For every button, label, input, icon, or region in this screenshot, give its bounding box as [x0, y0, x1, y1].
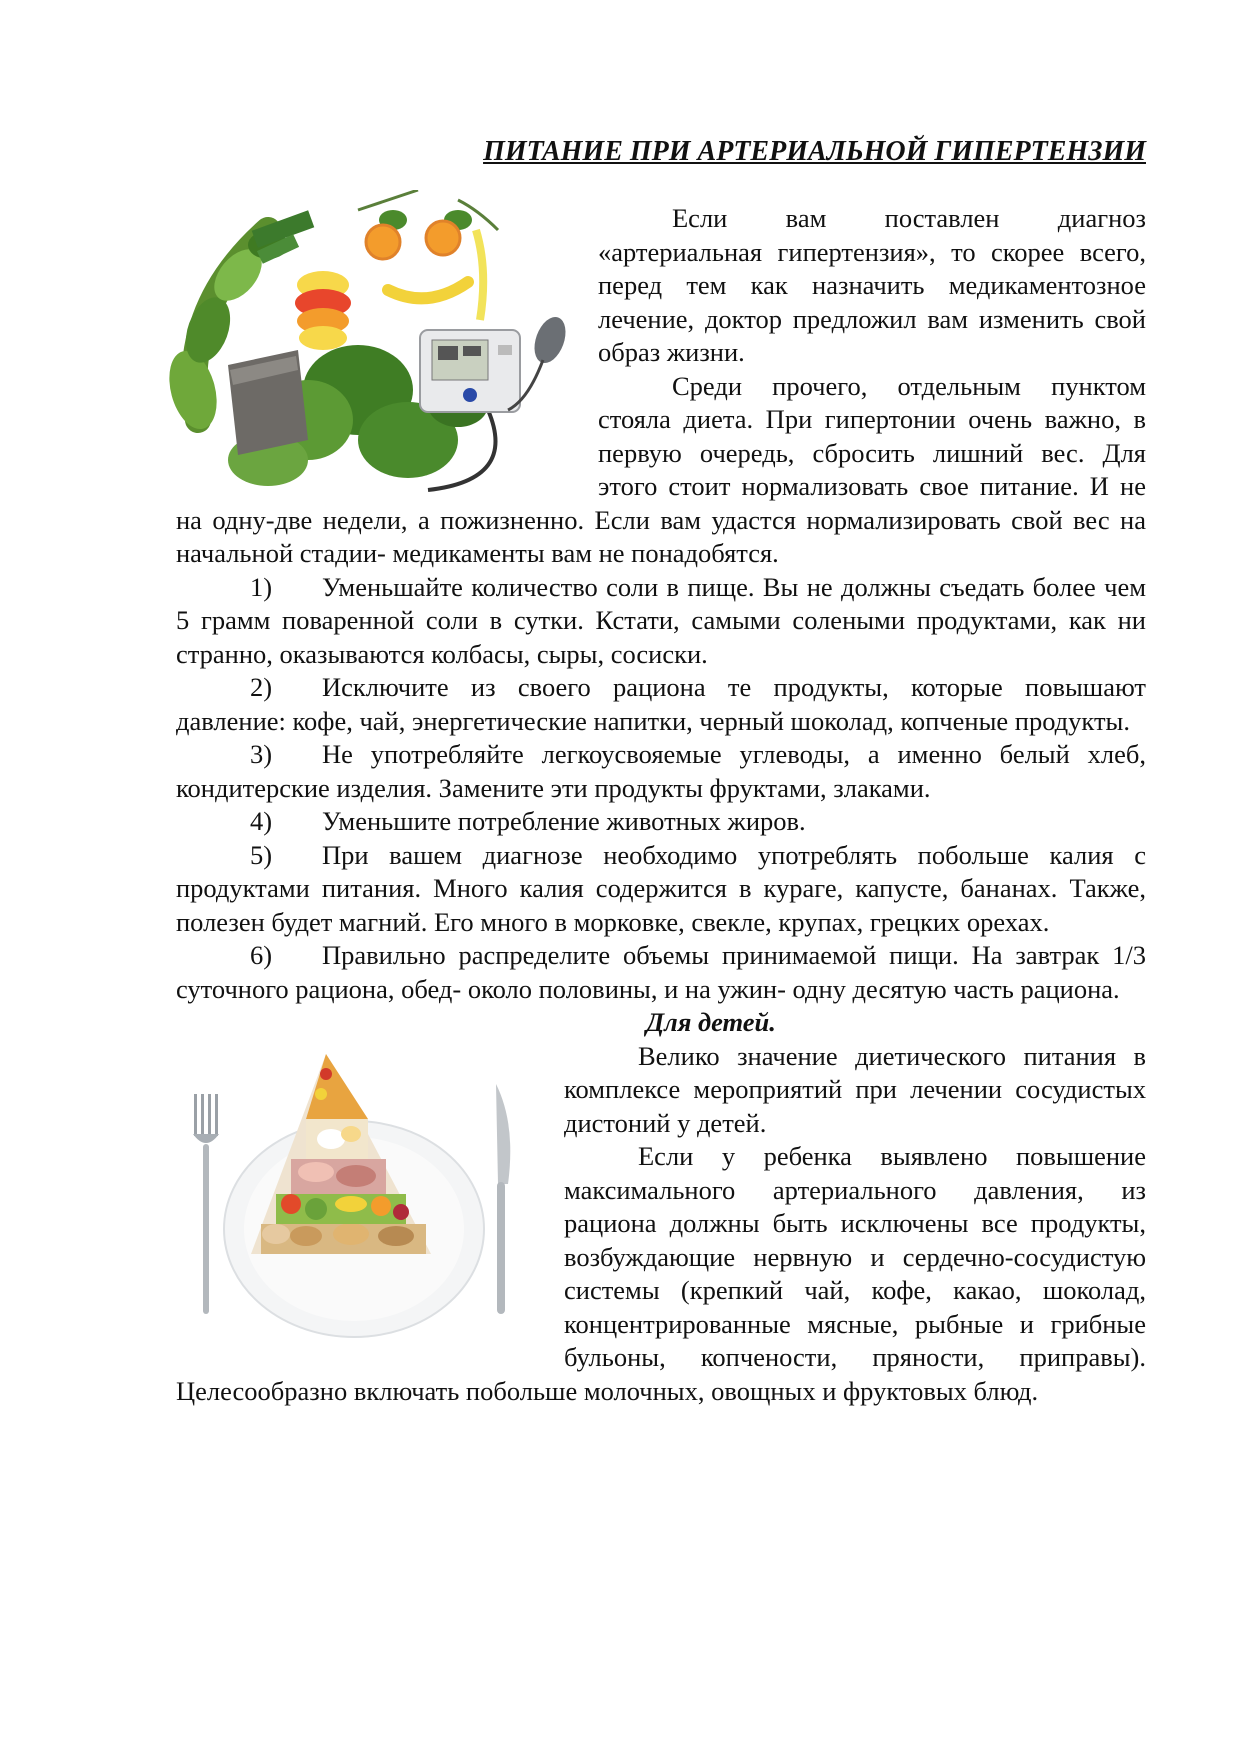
list-item-5 [176, 839, 1146, 940]
list-number: 2) [250, 672, 273, 702]
children-paragraph-1: Велико значение диетического питания в комплексе мероприятий при лечении сосудистых дистоний у детей. [564, 1040, 1146, 1138]
list-item-3 [176, 738, 1146, 805]
intro-paragraph-2: Среди прочего, отдельным пунктом стояла диета. При гипертонии очень важно, в первую очередь, сбросить лишний вес. Для этого стоит нормализовать свое питание. И не на одну-две недели, а пожизненно. Если вам удастся нормализировать свой вес на начальной стадии- медикаменты вам не понадобятся. [176, 370, 1146, 568]
list-text: Уменьшайте количество соли в пище. Вы не должны съедать более чем 5 грамм поваренной соли в сутки. Кстати, самыми солеными продуктами, как ни странно, оказываются колбасы, сыры, сосиски. [176, 571, 1146, 669]
children-paragraph-2: Если у ребенка выявлено повышение максимального артериального давления, из рациона должны быть исключены все продукты, возбуждающие нервную и сердечно-сосудистую системы (крепкий чай, кофе, какао, шоколад, концентрированные мясные, рыбные и грибные бульоны, копчености, пряности, приправы). Целесообразно включать побольше молочных, овощных и фруктовых блюд. [176, 1141, 1146, 1406]
list-number: 1) [250, 571, 273, 602]
list-text: Исключите из своего рациона те продукты, которые повышают давление: кофе, чай, энергетические напитки, черный шоколад, копченые продукты. [176, 672, 1146, 736]
vegetable-face-image [158, 190, 578, 492]
list-text: Правильно распределите объемы принимаемой пищи. На завтрак 1/3 суточного рациона, обед- около половины, и на ужин- одну десятую часть рациона. [176, 940, 1146, 1004]
list-item-4 [176, 805, 1146, 839]
list-item-2 [176, 671, 1146, 738]
intro-paragraph-1: Если вам поставлен диагноз «артериальная гипертензия», то скорее всего, перед тем как назначить медикаментозное лечение, доктор предложил вам изменить свой образ жизни. [598, 203, 1146, 367]
page-title: ПИТАНИЕ ПРИ АРТЕРИАЛЬНОЙ ГИПЕРТЕНЗИИ [483, 136, 1146, 167]
food-pyramid-image [166, 1044, 554, 1344]
list-item-1 [176, 571, 1146, 672]
document-body [176, 202, 1146, 1408]
list-number: 4) [250, 806, 273, 836]
list-number: 3) [250, 739, 273, 769]
list-text: Не употребляйте легкоусвояемые углеводы, а именно белый хлеб, кондитерские изделия. Замените эти продукты фруктами, злаками. [176, 739, 1146, 803]
blood-pressure-monitor-icon [420, 330, 520, 412]
list-item-6 [176, 939, 1146, 1006]
list-text: Уменьшите потребление животных жиров. [322, 806, 806, 836]
knife-icon [496, 1084, 510, 1314]
list-number: 5) [250, 839, 273, 870]
list-number: 6) [250, 940, 273, 970]
children-heading: Для детей. [646, 1007, 776, 1037]
list-text: При вашем диагнозе необходимо употреблять побольше калия с продуктами питания. Много калия содержится в кураге, капусте, бананах. Также, полезен будет магний. Его много в морковке, свекле, крупах, грецких орехах. [176, 839, 1146, 937]
fork-icon [193, 1094, 219, 1314]
